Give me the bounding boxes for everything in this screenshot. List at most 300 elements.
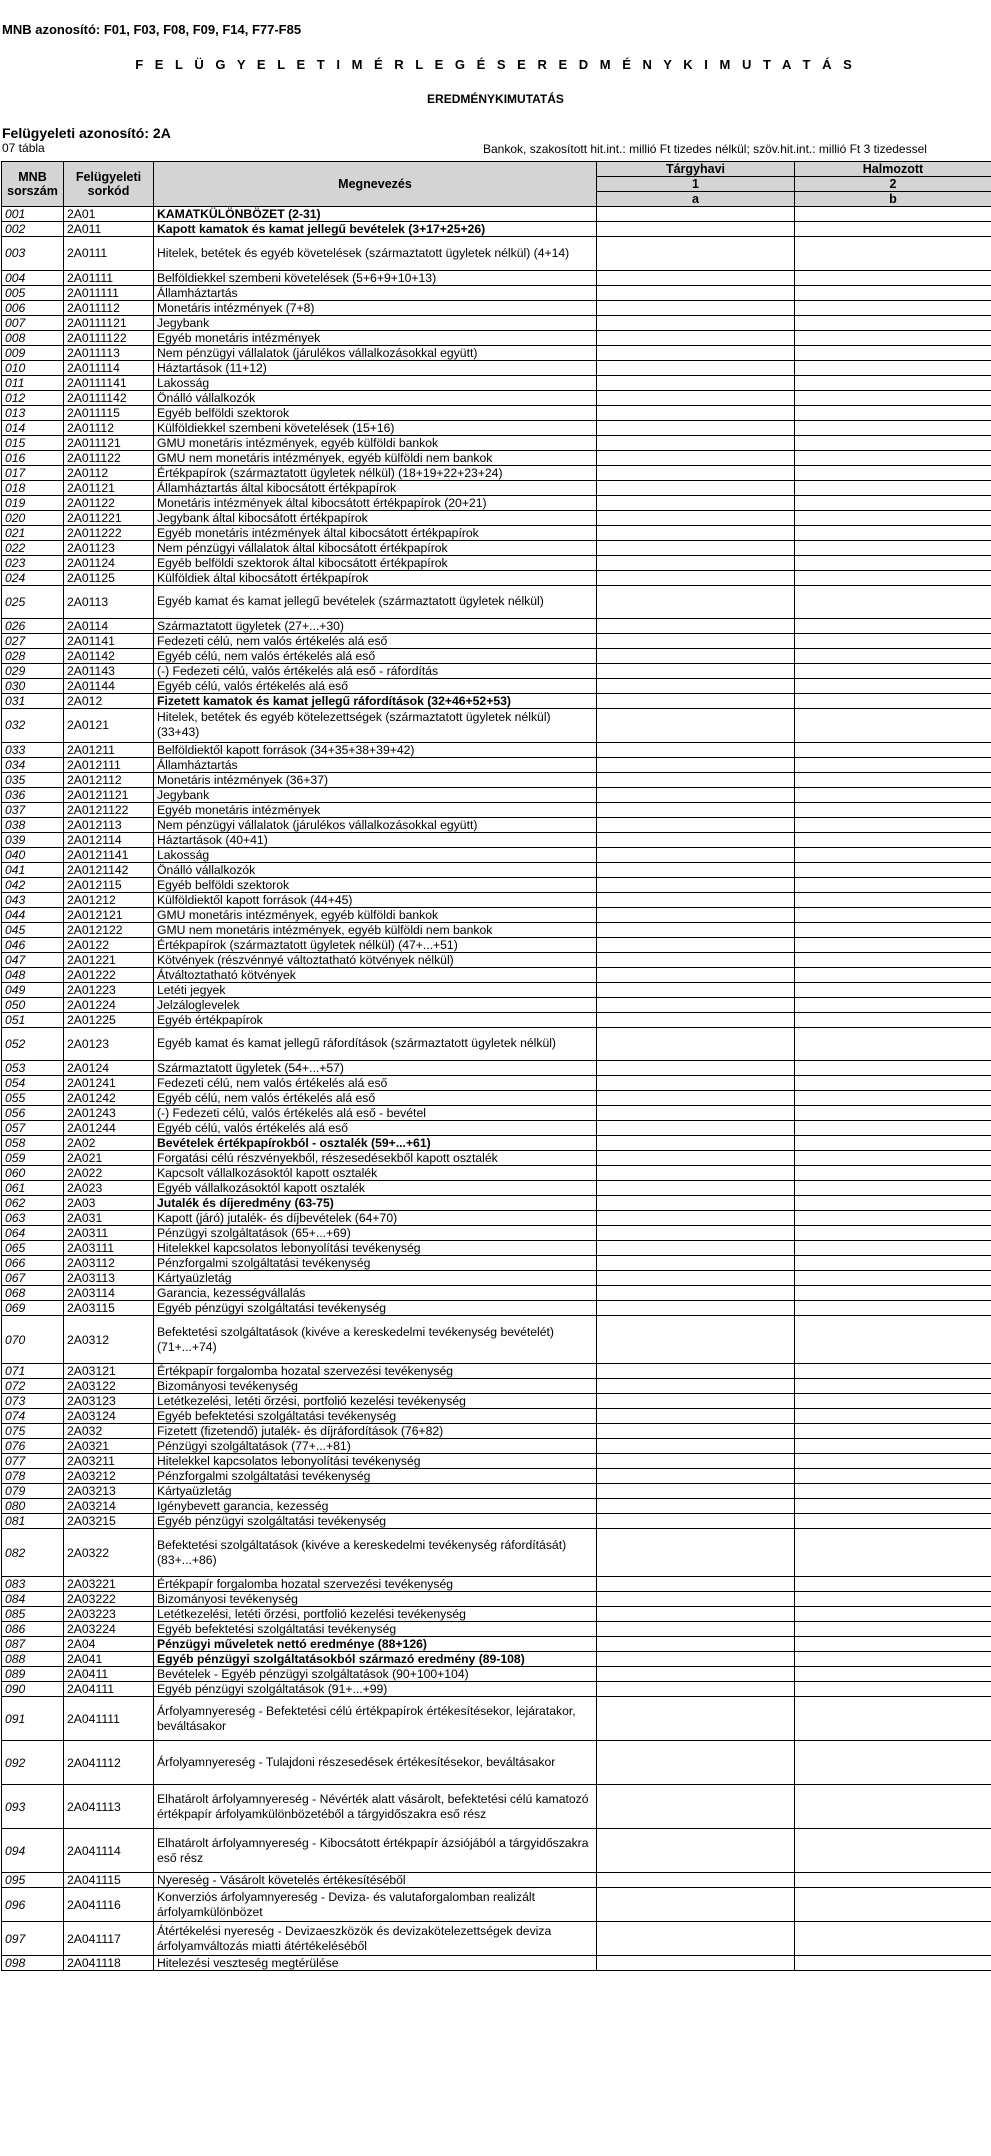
row-value-cumulative[interactable] xyxy=(795,1499,991,1514)
row-value-cumulative[interactable] xyxy=(795,1741,991,1785)
row-value-current[interactable] xyxy=(597,1922,795,1956)
row-value-current[interactable] xyxy=(597,1271,795,1286)
row-value-current[interactable] xyxy=(597,1577,795,1592)
row-value-cumulative[interactable] xyxy=(795,1454,991,1469)
mnb-id-line: MNB azonosító: F01, F03, F08, F09, F14, F77-F85 xyxy=(2,22,302,37)
row-value-cumulative[interactable] xyxy=(795,1379,991,1394)
row-label: Egyéb kamat és kamat jellegű ráfordítások (származtatott ügyletek nélkül) xyxy=(154,1027,597,1061)
row-value-current[interactable] xyxy=(597,555,795,570)
row-value-current[interactable] xyxy=(597,270,795,285)
table-row xyxy=(2,390,991,405)
row-value-cumulative[interactable] xyxy=(795,1697,991,1741)
row-value-current[interactable] xyxy=(597,892,795,907)
row-value-current[interactable] xyxy=(597,742,795,757)
row-value-cumulative[interactable] xyxy=(795,1829,991,1873)
row-value-current[interactable] xyxy=(597,1469,795,1484)
row-value-cumulative[interactable] xyxy=(795,802,991,817)
row-value-current[interactable] xyxy=(597,679,795,694)
row-value-cumulative[interactable] xyxy=(795,207,991,222)
row-label: Monetáris intézmények által kibocsátott értékpapírok (20+21) xyxy=(154,495,597,510)
row-value-current[interactable] xyxy=(597,207,795,222)
row-value-cumulative[interactable] xyxy=(795,1286,991,1301)
row-value-cumulative[interactable] xyxy=(795,1607,991,1622)
row-value-current[interactable] xyxy=(597,570,795,585)
row-value-cumulative[interactable] xyxy=(795,555,991,570)
row-value-current[interactable] xyxy=(597,1364,795,1379)
row-value-cumulative[interactable] xyxy=(795,1394,991,1409)
row-value-cumulative[interactable] xyxy=(795,877,991,892)
row-value-cumulative[interactable] xyxy=(795,237,991,271)
row-value-current[interactable] xyxy=(597,832,795,847)
row-value-cumulative[interactable] xyxy=(795,757,991,772)
row-label: Értékpapírok (származtatott ügyletek nélkül) (47+...+51) xyxy=(154,937,597,952)
row-code: 2A0112 xyxy=(64,465,154,480)
row-value-cumulative[interactable] xyxy=(795,862,991,877)
row-value-cumulative[interactable] xyxy=(795,1076,991,1091)
row-value-current[interactable] xyxy=(597,997,795,1012)
row-value-current[interactable] xyxy=(597,952,795,967)
row-value-current[interactable] xyxy=(597,1697,795,1741)
row-value-current[interactable] xyxy=(597,1316,795,1364)
row-code: 2A03214 xyxy=(64,1499,154,1514)
row-value-current[interactable] xyxy=(597,1439,795,1454)
table-row xyxy=(2,832,991,847)
row-code: 2A03114 xyxy=(64,1286,154,1301)
row-code: 2A03215 xyxy=(64,1514,154,1529)
row-value-cumulative[interactable] xyxy=(795,1682,991,1697)
row-label: Letéti jegyek xyxy=(154,982,597,997)
table-row xyxy=(2,1637,991,1652)
row-value-current[interactable] xyxy=(597,435,795,450)
row-number: 033 xyxy=(2,742,64,757)
row-value-current[interactable] xyxy=(597,1607,795,1622)
row-number: 001 xyxy=(2,207,64,222)
row-value-cumulative[interactable] xyxy=(795,1316,991,1364)
row-label: Befektetési szolgáltatások (kivéve a kereskedelmi tevékenység ráfordítását) (83+...+86) xyxy=(154,1529,597,1577)
row-value-current[interactable] xyxy=(597,1166,795,1181)
row-value-current[interactable] xyxy=(597,1499,795,1514)
row-value-current[interactable] xyxy=(597,1514,795,1529)
row-value-cumulative[interactable] xyxy=(795,1106,991,1121)
row-value-current[interactable] xyxy=(597,907,795,922)
row-value-current[interactable] xyxy=(597,1484,795,1499)
row-value-cumulative[interactable] xyxy=(795,1529,991,1577)
row-value-current[interactable] xyxy=(597,237,795,271)
row-value-current[interactable] xyxy=(597,847,795,862)
row-value-current[interactable] xyxy=(597,1829,795,1873)
row-value-cumulative[interactable] xyxy=(795,847,991,862)
row-value-cumulative[interactable] xyxy=(795,570,991,585)
row-number: 074 xyxy=(2,1409,64,1424)
row-value-current[interactable] xyxy=(597,1637,795,1652)
row-value-current[interactable] xyxy=(597,360,795,375)
row-value-cumulative[interactable] xyxy=(795,375,991,390)
row-value-cumulative[interactable] xyxy=(795,450,991,465)
row-value-current[interactable] xyxy=(597,1529,795,1577)
col-current-number: 1 xyxy=(597,177,795,192)
table-number: 07 tábla xyxy=(2,141,45,155)
row-value-current[interactable] xyxy=(597,375,795,390)
row-value-current[interactable] xyxy=(597,1076,795,1091)
row-label: Bevételek értékpapírokból - osztalék (59+...+61) xyxy=(154,1136,597,1151)
row-value-cumulative[interactable] xyxy=(795,1196,991,1211)
row-value-cumulative[interactable] xyxy=(795,1469,991,1484)
row-value-current[interactable] xyxy=(597,709,795,743)
row-number: 071 xyxy=(2,1364,64,1379)
row-label: Egyéb monetáris intézmények xyxy=(154,330,597,345)
row-value-cumulative[interactable] xyxy=(795,634,991,649)
row-code: 2A01 xyxy=(64,207,154,222)
table-row xyxy=(2,1121,991,1136)
table-row xyxy=(2,1106,991,1121)
row-value-current[interactable] xyxy=(597,1379,795,1394)
row-value-cumulative[interactable] xyxy=(795,1888,991,1922)
row-value-current[interactable] xyxy=(597,1424,795,1439)
row-value-cumulative[interactable] xyxy=(795,330,991,345)
row-value-current[interactable] xyxy=(597,405,795,420)
row-value-current[interactable] xyxy=(597,1394,795,1409)
row-value-cumulative[interactable] xyxy=(795,1484,991,1499)
row-label: Önálló vállalkozók xyxy=(154,862,597,877)
row-value-cumulative[interactable] xyxy=(795,1256,991,1271)
row-value-current[interactable] xyxy=(597,1027,795,1061)
row-value-current[interactable] xyxy=(597,1136,795,1151)
row-value-current[interactable] xyxy=(597,1091,795,1106)
row-value-current[interactable] xyxy=(597,922,795,937)
row-value-cumulative[interactable] xyxy=(795,1181,991,1196)
row-label: Kötvények (részvénnyé változtatható kötvények nélkül) xyxy=(154,952,597,967)
row-value-current[interactable] xyxy=(597,1409,795,1424)
row-value-current[interactable] xyxy=(597,1652,795,1667)
table-row xyxy=(2,1829,991,1873)
row-value-current[interactable] xyxy=(597,1061,795,1076)
row-value-current[interactable] xyxy=(597,330,795,345)
row-value-current[interactable] xyxy=(597,540,795,555)
table-row xyxy=(2,207,991,222)
row-value-current[interactable] xyxy=(597,285,795,300)
row-value-cumulative[interactable] xyxy=(795,480,991,495)
col-cumulative-header: Halmozott xyxy=(795,162,991,177)
row-value-current[interactable] xyxy=(597,772,795,787)
row-value-cumulative[interactable] xyxy=(795,1166,991,1181)
row-value-cumulative[interactable] xyxy=(795,907,991,922)
row-value-cumulative[interactable] xyxy=(795,982,991,997)
row-value-current[interactable] xyxy=(597,649,795,664)
row-value-current[interactable] xyxy=(597,495,795,510)
row-value-current[interactable] xyxy=(597,450,795,465)
row-value-cumulative[interactable] xyxy=(795,1424,991,1439)
row-number: 006 xyxy=(2,300,64,315)
row-value-cumulative[interactable] xyxy=(795,405,991,420)
row-value-cumulative[interactable] xyxy=(795,540,991,555)
row-value-current[interactable] xyxy=(597,465,795,480)
table-row xyxy=(2,817,991,832)
row-value-cumulative[interactable] xyxy=(795,1061,991,1076)
table-row xyxy=(2,1607,991,1622)
row-value-current[interactable] xyxy=(597,1888,795,1922)
row-value-current[interactable] xyxy=(597,694,795,709)
row-value-current[interactable] xyxy=(597,757,795,772)
row-value-cumulative[interactable] xyxy=(795,1091,991,1106)
row-value-cumulative[interactable] xyxy=(795,694,991,709)
table-row xyxy=(2,237,991,271)
row-label: GMU monetáris intézmények, egyéb külföldi bankok xyxy=(154,907,597,922)
row-value-current[interactable] xyxy=(597,1241,795,1256)
row-value-current[interactable] xyxy=(597,1151,795,1166)
row-code: 2A03212 xyxy=(64,1469,154,1484)
table-row xyxy=(2,330,991,345)
row-value-cumulative[interactable] xyxy=(795,1667,991,1682)
table-row xyxy=(2,1301,991,1316)
row-value-cumulative[interactable] xyxy=(795,679,991,694)
row-value-cumulative[interactable] xyxy=(795,1364,991,1379)
row-value-cumulative[interactable] xyxy=(795,390,991,405)
row-value-current[interactable] xyxy=(597,1622,795,1637)
row-label: Egyéb befektetési szolgáltatási tevékenység xyxy=(154,1409,597,1424)
row-value-current[interactable] xyxy=(597,585,795,619)
row-value-cumulative[interactable] xyxy=(795,952,991,967)
row-value-current[interactable] xyxy=(597,1211,795,1226)
col-cumulative-number: 2 xyxy=(795,177,991,192)
row-value-cumulative[interactable] xyxy=(795,1592,991,1607)
row-value-current[interactable] xyxy=(597,420,795,435)
table-row xyxy=(2,982,991,997)
row-value-cumulative[interactable] xyxy=(795,742,991,757)
table-row xyxy=(2,619,991,634)
table-row xyxy=(2,1286,991,1301)
row-number: 013 xyxy=(2,405,64,420)
row-value-cumulative[interactable] xyxy=(795,664,991,679)
row-value-current[interactable] xyxy=(597,1667,795,1682)
row-value-cumulative[interactable] xyxy=(795,435,991,450)
row-label: Belföldiektől kapott források (34+35+38+39+42) xyxy=(154,742,597,757)
row-number: 077 xyxy=(2,1454,64,1469)
row-code: 2A031 xyxy=(64,1211,154,1226)
table-row xyxy=(2,1027,991,1061)
row-label: Egyéb pénzügyi szolgáltatási tevékenység xyxy=(154,1301,597,1316)
table-row xyxy=(2,1256,991,1271)
table-row xyxy=(2,997,991,1012)
row-code: 2A0114 xyxy=(64,619,154,634)
row-value-current[interactable] xyxy=(597,390,795,405)
row-value-current[interactable] xyxy=(597,1785,795,1829)
row-code: 2A01212 xyxy=(64,892,154,907)
row-code: 2A0322 xyxy=(64,1529,154,1577)
row-code: 2A0321 xyxy=(64,1439,154,1454)
row-value-cumulative[interactable] xyxy=(795,1271,991,1286)
row-value-current[interactable] xyxy=(597,664,795,679)
row-label: Igénybevett garancia, kezesség xyxy=(154,1499,597,1514)
row-value-current[interactable] xyxy=(597,1012,795,1027)
row-value-cumulative[interactable] xyxy=(795,832,991,847)
row-value-current[interactable] xyxy=(597,480,795,495)
row-label: Kártyaüzletág xyxy=(154,1484,597,1499)
row-label: Fedezeti célú, nem valós értékelés alá eső xyxy=(154,634,597,649)
row-value-cumulative[interactable] xyxy=(795,1136,991,1151)
row-value-cumulative[interactable] xyxy=(795,892,991,907)
table-row xyxy=(2,435,991,450)
row-value-cumulative[interactable] xyxy=(795,1409,991,1424)
row-value-current[interactable] xyxy=(597,817,795,832)
row-number: 012 xyxy=(2,390,64,405)
row-value-cumulative[interactable] xyxy=(795,420,991,435)
row-code: 2A041115 xyxy=(64,1873,154,1888)
row-value-cumulative[interactable] xyxy=(795,222,991,237)
row-value-current[interactable] xyxy=(597,300,795,315)
row-label: Államháztartás xyxy=(154,757,597,772)
row-value-cumulative[interactable] xyxy=(795,1622,991,1637)
row-value-current[interactable] xyxy=(597,1121,795,1136)
row-value-cumulative[interactable] xyxy=(795,525,991,540)
row-number: 063 xyxy=(2,1211,64,1226)
row-code: 2A011112 xyxy=(64,300,154,315)
row-value-cumulative[interactable] xyxy=(795,619,991,634)
row-value-current[interactable] xyxy=(597,1454,795,1469)
row-label: Egyéb értékpapírok xyxy=(154,1012,597,1027)
row-value-current[interactable] xyxy=(597,802,795,817)
row-label: Államháztartás által kibocsátott értékpapírok xyxy=(154,480,597,495)
row-value-current[interactable] xyxy=(597,315,795,330)
table-row xyxy=(2,480,991,495)
row-value-current[interactable] xyxy=(597,1256,795,1271)
row-value-current[interactable] xyxy=(597,1301,795,1316)
row-value-current[interactable] xyxy=(597,525,795,540)
row-value-cumulative[interactable] xyxy=(795,360,991,375)
table-row xyxy=(2,679,991,694)
row-value-current[interactable] xyxy=(597,1196,795,1211)
row-value-current[interactable] xyxy=(597,619,795,634)
table-row xyxy=(2,1166,991,1181)
row-value-cumulative[interactable] xyxy=(795,270,991,285)
row-label: Egyéb vállalkozásoktól kapott osztalék xyxy=(154,1181,597,1196)
row-value-current[interactable] xyxy=(597,222,795,237)
row-value-current[interactable] xyxy=(597,1286,795,1301)
row-value-cumulative[interactable] xyxy=(795,300,991,315)
table-row xyxy=(2,1196,991,1211)
row-value-cumulative[interactable] xyxy=(795,465,991,480)
row-value-cumulative[interactable] xyxy=(795,1439,991,1454)
row-value-current[interactable] xyxy=(597,862,795,877)
table-row xyxy=(2,222,991,237)
row-value-cumulative[interactable] xyxy=(795,1785,991,1829)
row-code: 2A01122 xyxy=(64,495,154,510)
row-value-cumulative[interactable] xyxy=(795,937,991,952)
report-title: F E L Ü G Y E L E T I M É R L E G É S E R E D M É N Y K I M U T A T Á S xyxy=(135,57,856,72)
row-value-current[interactable] xyxy=(597,937,795,952)
row-number: 035 xyxy=(2,772,64,787)
row-value-current[interactable] xyxy=(597,1741,795,1785)
row-value-cumulative[interactable] xyxy=(795,1577,991,1592)
row-value-cumulative[interactable] xyxy=(795,495,991,510)
col-cumulative-letter: b xyxy=(795,192,991,207)
table-row xyxy=(2,1364,991,1379)
row-code: 2A011113 xyxy=(64,345,154,360)
row-value-cumulative[interactable] xyxy=(795,1956,991,1971)
row-number: 059 xyxy=(2,1151,64,1166)
row-value-cumulative[interactable] xyxy=(795,1301,991,1316)
row-code: 2A03112 xyxy=(64,1256,154,1271)
row-value-current[interactable] xyxy=(597,510,795,525)
row-value-cumulative[interactable] xyxy=(795,922,991,937)
row-label: Hitelek, betétek és egyéb követelések (származtatott ügyletek nélkül) (4+14) xyxy=(154,237,597,271)
row-value-cumulative[interactable] xyxy=(795,345,991,360)
row-value-cumulative[interactable] xyxy=(795,315,991,330)
row-value-current[interactable] xyxy=(597,982,795,997)
row-value-cumulative[interactable] xyxy=(795,1211,991,1226)
row-value-cumulative[interactable] xyxy=(795,772,991,787)
row-value-cumulative[interactable] xyxy=(795,997,991,1012)
table-row xyxy=(2,952,991,967)
row-code: 2A022 xyxy=(64,1166,154,1181)
row-code: 2A012121 xyxy=(64,907,154,922)
row-number: 037 xyxy=(2,802,64,817)
row-value-cumulative[interactable] xyxy=(795,649,991,664)
row-value-cumulative[interactable] xyxy=(795,709,991,743)
row-value-cumulative[interactable] xyxy=(795,1873,991,1888)
row-label: Egyéb belföldi szektorok xyxy=(154,877,597,892)
row-value-cumulative[interactable] xyxy=(795,1241,991,1256)
table-row xyxy=(2,877,991,892)
row-code: 2A01221 xyxy=(64,952,154,967)
row-value-cumulative[interactable] xyxy=(795,967,991,982)
row-value-cumulative[interactable] xyxy=(795,1652,991,1667)
row-value-cumulative[interactable] xyxy=(795,787,991,802)
row-value-current[interactable] xyxy=(597,634,795,649)
row-value-current[interactable] xyxy=(597,787,795,802)
row-number: 057 xyxy=(2,1121,64,1136)
row-label: Hitelek, betétek és egyéb kötelezettségek (származtatott ügyletek nélkül) (33+43) xyxy=(154,709,597,743)
row-label: Jegybank által kibocsátott értékpapírok xyxy=(154,510,597,525)
row-value-current[interactable] xyxy=(597,1873,795,1888)
row-value-current[interactable] xyxy=(597,1592,795,1607)
table-row xyxy=(2,1316,991,1364)
row-value-cumulative[interactable] xyxy=(795,285,991,300)
table-row xyxy=(2,495,991,510)
row-number: 080 xyxy=(2,1499,64,1514)
row-value-cumulative[interactable] xyxy=(795,1027,991,1061)
row-code: 2A03115 xyxy=(64,1301,154,1316)
table-row xyxy=(2,709,991,743)
row-value-current[interactable] xyxy=(597,1106,795,1121)
units-note: Bankok, szakosított hit.int.: millió Ft tizedes nélkül; szöv.hit.int.: millió Ft 3 tizedessel xyxy=(483,142,927,156)
row-value-cumulative[interactable] xyxy=(795,1514,991,1529)
row-value-cumulative[interactable] xyxy=(795,1121,991,1136)
row-value-cumulative[interactable] xyxy=(795,817,991,832)
row-value-current[interactable] xyxy=(597,877,795,892)
row-number: 009 xyxy=(2,345,64,360)
row-value-cumulative[interactable] xyxy=(795,585,991,619)
row-value-cumulative[interactable] xyxy=(795,1151,991,1166)
row-label: Egyéb pénzügyi szolgáltatások (91+...+99) xyxy=(154,1682,597,1697)
row-value-current[interactable] xyxy=(597,345,795,360)
row-value-current[interactable] xyxy=(597,967,795,982)
row-value-current[interactable] xyxy=(597,1956,795,1971)
row-label: Árfolyamnyereség - Tulajdoni részesedések értékesítésekor, beváltásakor xyxy=(154,1741,597,1785)
row-value-current[interactable] xyxy=(597,1226,795,1241)
row-value-cumulative[interactable] xyxy=(795,1922,991,1956)
row-label: Bevételek - Egyéb pénzügyi szolgáltatások (90+100+104) xyxy=(154,1667,597,1682)
row-value-cumulative[interactable] xyxy=(795,1226,991,1241)
row-value-current[interactable] xyxy=(597,1181,795,1196)
row-label: Monetáris intézmények (7+8) xyxy=(154,300,597,315)
row-value-cumulative[interactable] xyxy=(795,1637,991,1652)
row-value-cumulative[interactable] xyxy=(795,510,991,525)
row-value-cumulative[interactable] xyxy=(795,1012,991,1027)
row-code: 2A03222 xyxy=(64,1592,154,1607)
table-row xyxy=(2,1652,991,1667)
table-row xyxy=(2,1061,991,1076)
row-value-current[interactable] xyxy=(597,1682,795,1697)
